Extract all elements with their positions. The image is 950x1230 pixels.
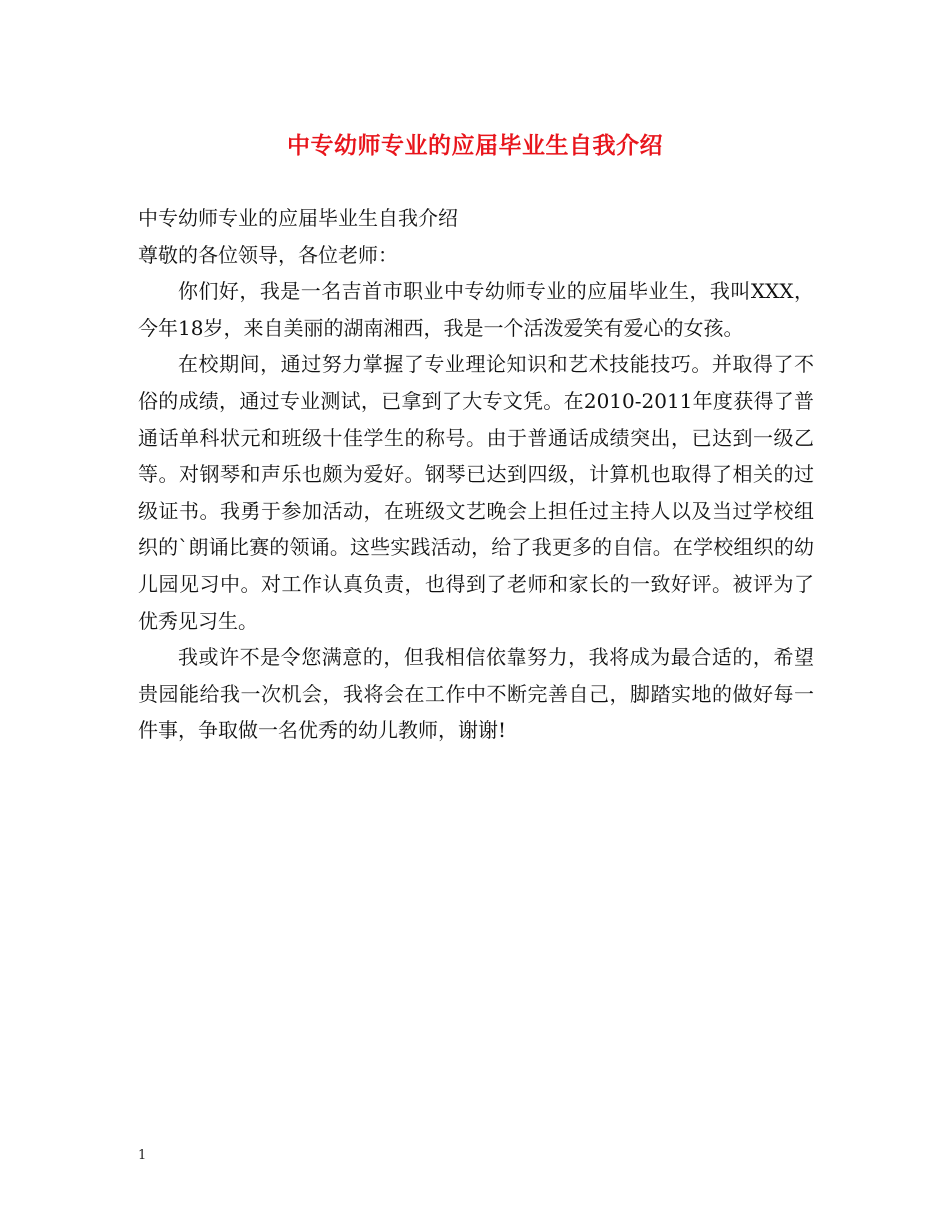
salutation: 尊敬的各位领导，各位老师：: [138, 242, 398, 267]
paragraph-school: 在校期间，通过努力掌握了专业理论知识和艺术技能技巧。并取得了不俗的成绩，通过专业测试，已拿到了大专文凭。在2010-2011年度获得了普通话单科状元和班级十佳学生的称号。由于普通话成绩突出，已达到一级乙等。对钢琴和声乐也颇为爱好。钢琴已达到四级，计算机也取得了相关的过级证书。我勇于参加活动，在班级文艺晚会上担任过主持人以及当过学校组织的`朗诵比赛的领诵。这些实践活动，给了我更多的自信。在学校组织的幼儿园见习中。对工作认真负责，也得到了老师和家长的一致好评。被评为了优秀见习生。: [138, 352, 814, 633]
subtitle-line: 中专幼师专业的应届毕业生自我介绍: [138, 206, 458, 230]
document-body: [138, 200, 814, 749]
paragraph-intro: 你们好，我是一名吉首市职业中专幼师专业的应届毕业生，我叫XXX，今年18岁，来自美丽的湖南湘西，我是一个活泼爱笑有爱心的女孩。: [138, 279, 814, 340]
document-title: 中专幼师专业的应届毕业生自我介绍: [287, 132, 663, 159]
page-number: 1: [138, 1148, 147, 1163]
paragraph-closing: 我或许不是令您满意的，但我相信依靠努力，我将成为最合适的，希望贵园能给我一次机会，我将会在工作中不断完善自己，脚踏实地的做好每一件事，争取做一名优秀的幼儿教师，谢谢!: [138, 645, 814, 743]
